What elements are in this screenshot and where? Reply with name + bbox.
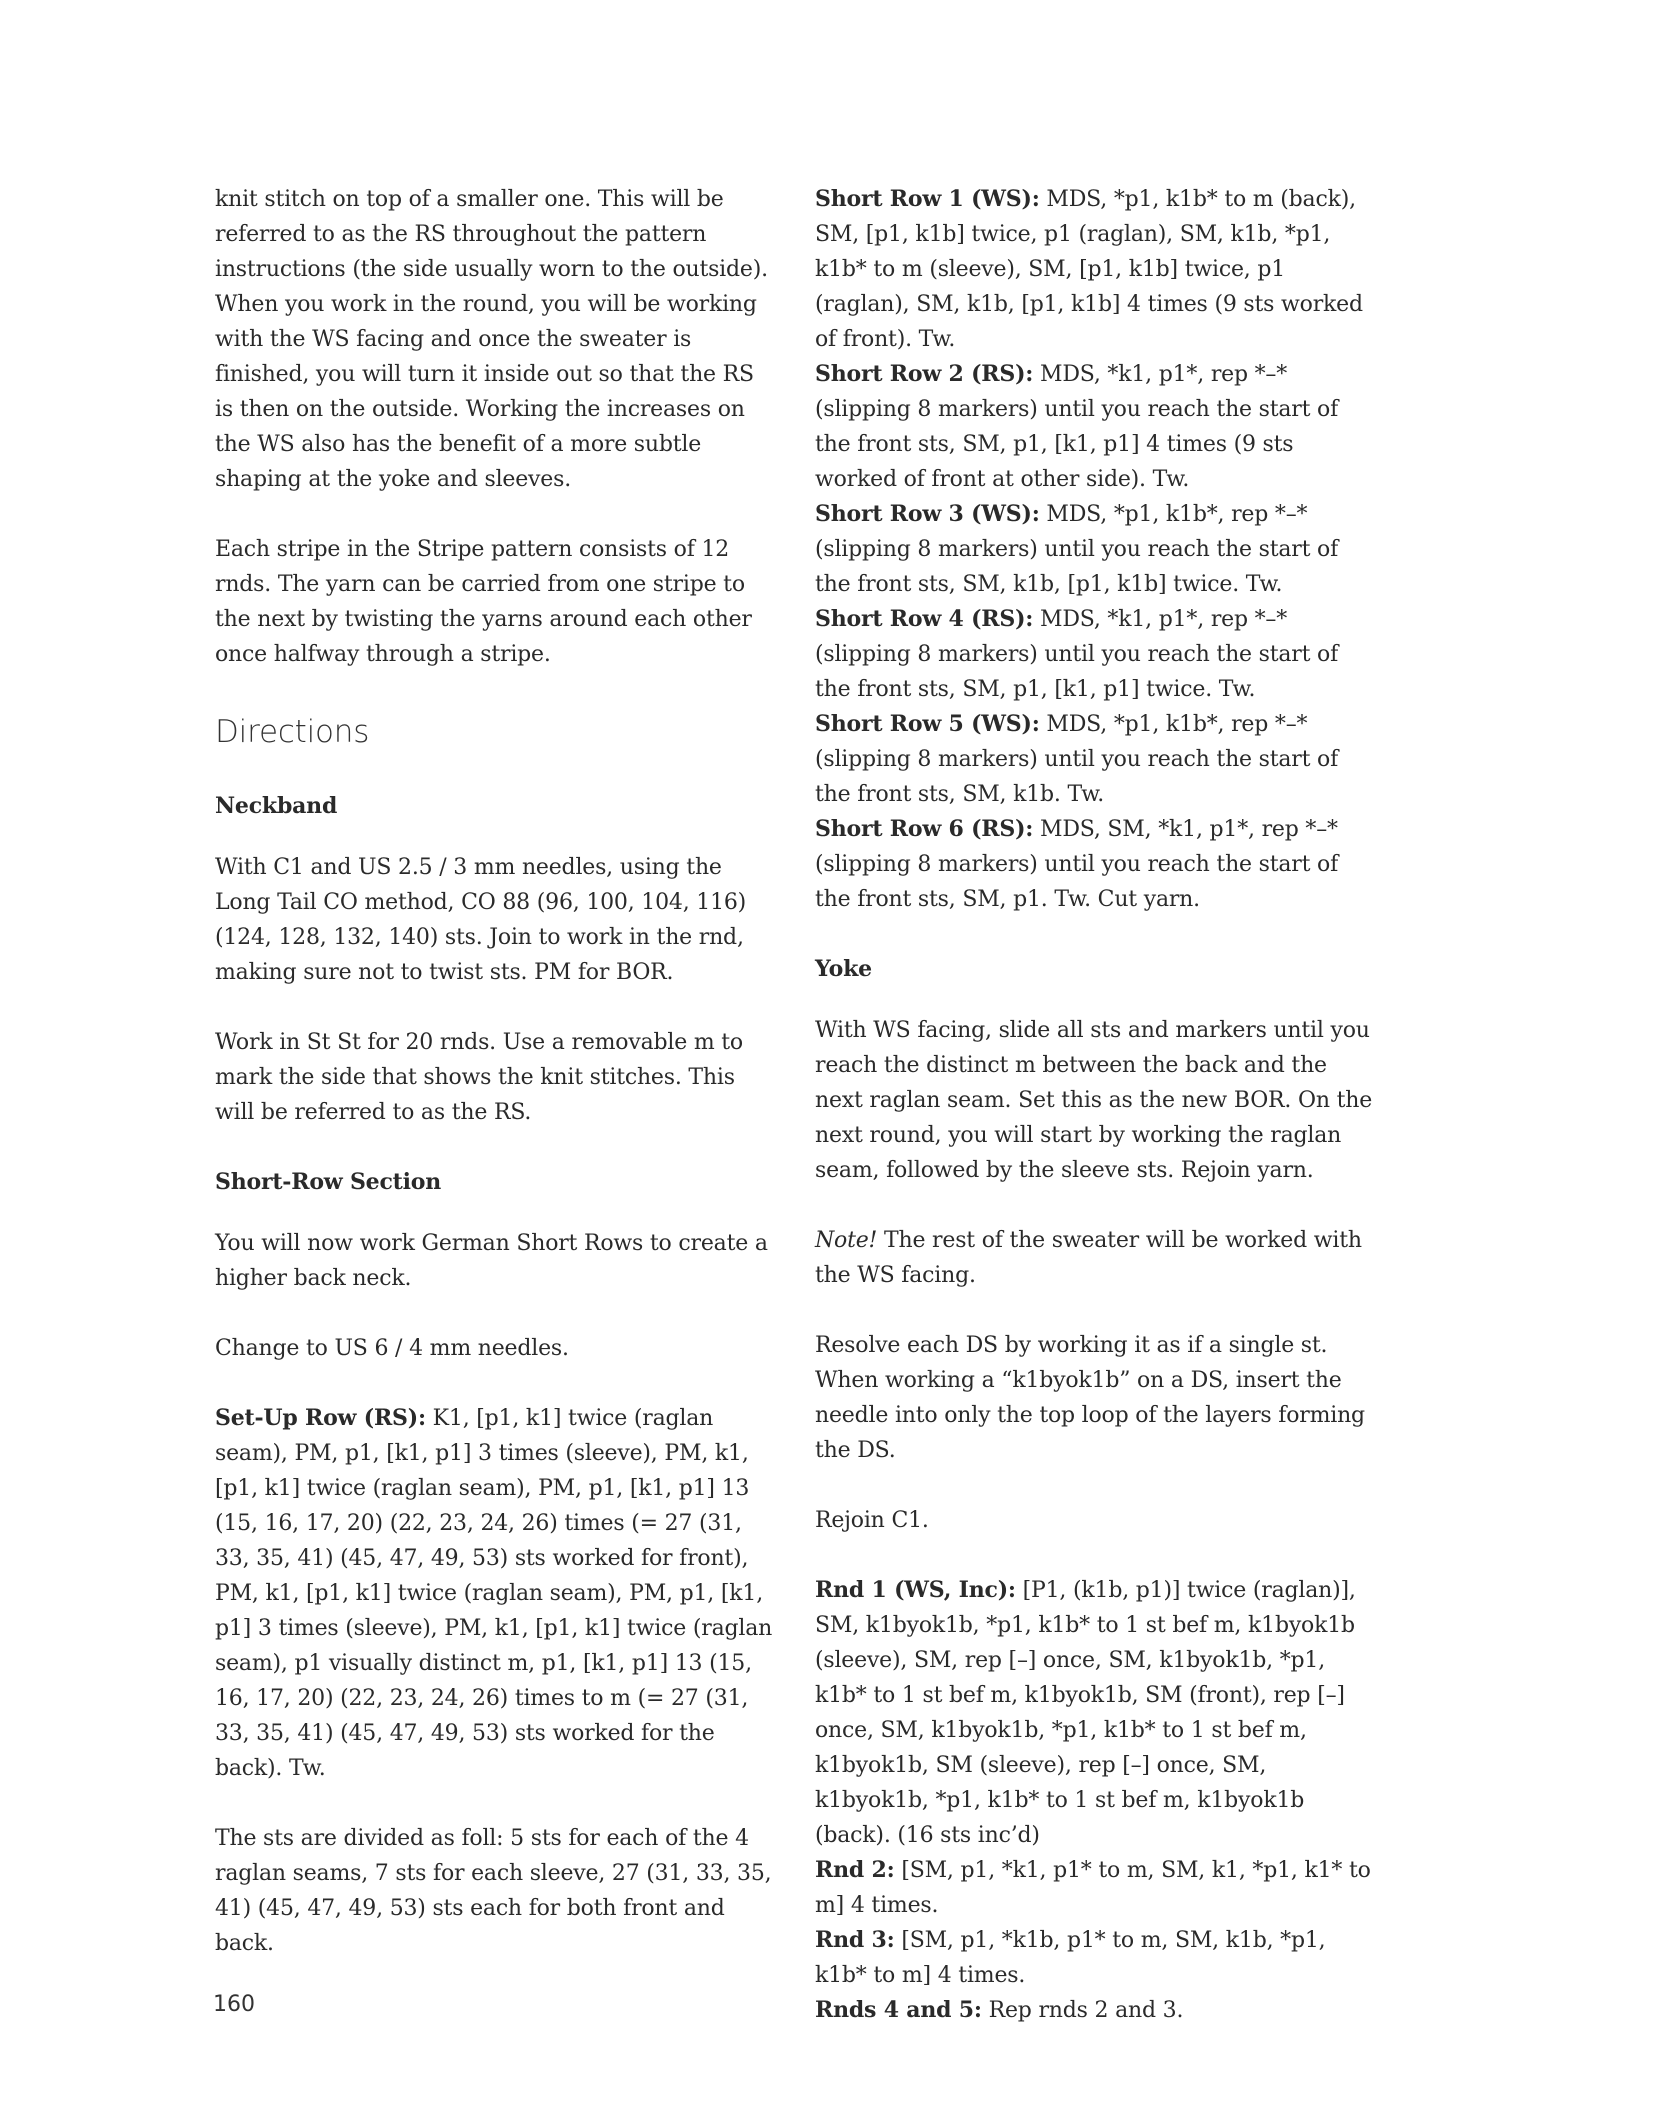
- neckband-paragraph-2: Work in St St for 20 rnds. Use a removable m to mark the side that shows the knit stitches. This will be referred to as the RS.: [215, 1030, 743, 1125]
- yoke-paragraph: With WS facing, slide all sts and markers until you reach the distinct m between the back and the next raglan seam. Set this as the new BOR. On the next round, you will start by working the raglan seam, followed by the sleeve sts. Rejoin yarn.: [815, 1018, 1373, 1183]
- stitch-division-paragraph: The sts are divided as foll: 5 sts for each of the 4 raglan seams, 7 sts for each sleeve, 27 (31, 33, 35, 41) (45, 47, 49, 53) sts each for both front and back.: [215, 1826, 772, 1956]
- round-label: Rnd 3:: [815, 1927, 895, 1953]
- round-3: [815, 1923, 1375, 1993]
- short-row-5: [815, 707, 1375, 812]
- short-row-4: [815, 602, 1375, 707]
- neckband-heading: Neckband: [215, 793, 338, 819]
- setup-row-text: K1, [p1, k1] twice (raglan seam), PM, p1, [k1, p1] 3 times (sleeve), PM, k1, [p1, k1] twice (raglan seam), PM, p1, [k1, p1] 13 (15, 16, 17, 20) (22, 23, 24, 26) times (= 27 (31, 33, 35, 41) (45, 47, 49, 53) sts worked for front), PM, k1, [p1, k1] twice (raglan seam), PM, p1, [k1, p1] 3 times (sleeve), PM, k1, [p1, k1] twice (raglan seam), p1 visually distinct m, p1, [k1, p1] 13 (15, 16, 17, 20) (22, 23, 24, 26) times to m (= 27 (31, 33, 35, 41) (45, 47, 49, 53) sts worked for the back). Tw.: [215, 1406, 773, 1781]
- setup-row-label: Set-Up Row (RS):: [215, 1405, 426, 1431]
- stripe-paragraph: Each stripe in the Stripe pattern consists of 12 rnds. The yarn can be carried from one stripe to the next by twisting the yarns around each other once halfway through a stripe.: [215, 537, 752, 667]
- yoke-heading: Yoke: [815, 956, 872, 982]
- intro-paragraph: knit stitch on top of a smaller one. This will be referred to as the RS throughout the pattern instructions (the side usually worn to the outside). When you work in the round, you will be working with the WS facing and once the sweater is finished, you will turn it inside out so that the RS is then on the outside. Working the increases on the WS also has the benefit of a more subtle shaping at the yoke and sleeves.: [215, 187, 768, 492]
- note-text: The rest of the sweater will be worked with the WS facing.: [815, 1228, 1362, 1288]
- round-label: Rnds 4 and 5:: [815, 1997, 982, 2023]
- left-column: [215, 182, 775, 1996]
- rejoin-paragraph: Rejoin C1.: [815, 1508, 929, 1533]
- short-row-1: [815, 182, 1375, 357]
- short-row-label: Short Row 5 (WS):: [815, 711, 1040, 737]
- round-text: [SM, p1, *k1b, p1* to m, SM, k1b, *p1, k1b* to m] 4 times.: [815, 1928, 1326, 1988]
- short-row-text: MDS, *k1, p1*, rep *–* (slipping 8 markers) until you reach the start of the front sts, SM, p1, [k1, p1] 4 times (9 sts worked of front at other side). Tw.: [815, 362, 1339, 492]
- setup-row-paragraph: [215, 1401, 775, 1786]
- short-row-text: MDS, *p1, k1b*, rep *–* (slipping 8 markers) until you reach the start of the front sts, SM, k1b. Tw.: [815, 712, 1339, 807]
- short-row-label: Short Row 1 (WS):: [815, 186, 1040, 212]
- short-row-label: Short Row 2 (RS):: [815, 361, 1034, 387]
- short-row-label: Short Row 4 (RS):: [815, 606, 1034, 632]
- short-row-3: [815, 497, 1375, 602]
- resolve-ds-paragraph: Resolve each DS by working it as if a single st. When working a “k1byok1b” on a DS, insert the needle into only the top loop of the layers forming the DS.: [815, 1333, 1365, 1463]
- short-row-text: MDS, SM, *k1, p1*, rep *–* (slipping 8 markers) until you reach the start of the front sts, SM, p1. Tw. Cut yarn.: [815, 817, 1339, 912]
- short-row-2: [815, 357, 1375, 497]
- round-label: Rnd 2:: [815, 1857, 895, 1883]
- short-row-text: MDS, *p1, k1b*, rep *–* (slipping 8 markers) until you reach the start of the front sts, SM, k1b, [p1, k1b] twice. Tw.: [815, 502, 1339, 597]
- round-text: [SM, p1, *k1, p1* to m, SM, k1, *p1, k1* to m] 4 times.: [815, 1858, 1371, 1918]
- short-row-text: MDS, *k1, p1*, rep *–* (slipping 8 markers) until you reach the start of the front sts, SM, p1, [k1, p1] twice. Tw.: [815, 607, 1339, 702]
- spacer: [815, 917, 1375, 952]
- short-row-paragraph-2: Change to US 6 / 4 mm needles.: [215, 1336, 569, 1361]
- directions-heading: Directions: [215, 714, 370, 750]
- round-1: [815, 1573, 1375, 1853]
- short-row-paragraph-1: You will now work German Short Rows to create a higher back neck.: [215, 1231, 768, 1291]
- right-column: [815, 182, 1375, 2028]
- short-row-6: [815, 812, 1375, 917]
- round-4-5: [815, 1993, 1375, 2028]
- round-label: Rnd 1 (WS, Inc):: [815, 1577, 1016, 1603]
- short-row-label: Short Row 6 (RS):: [815, 816, 1034, 842]
- note-paragraph: [815, 1223, 1375, 1293]
- neckband-paragraph-1: With C1 and US 2.5 / 3 mm needles, using the Long Tail CO method, CO 88 (96, 100, 104, 116) (124, 128, 132, 140) sts. Join to work in the rnd, making sure not to twist sts. PM for BOR.: [215, 855, 747, 985]
- short-row-section-heading: Short-Row Section: [215, 1169, 442, 1195]
- round-text: [P1, (k1b, p1)] twice (raglan)], SM, k1byok1b, *p1, k1b* to 1 st bef m, k1byok1b (sleeve), SM, rep [–] once, SM, k1byok1b, *p1, k1b* to 1 st bef m, k1byok1b, SM (front), rep [–] once, SM, k1byok1b, *p1, k1b* to 1 st bef m, k1byok1b, SM (sleeve), rep [–] once, SM, k1byok1b, *p1, k1b* to 1 st bef m, k1byok1b (back). (16 sts inc’d): [815, 1578, 1356, 1848]
- short-row-text: MDS, *p1, k1b* to m (back), SM, [p1, k1b] twice, p1 (raglan), SM, k1b, *p1, k1b* to m (sleeve), SM, [p1, k1b] twice, p1 (raglan), SM, k1b, [p1, k1b] 4 times (9 sts worked of front). Tw.: [815, 187, 1363, 352]
- short-row-label: Short Row 3 (WS):: [815, 501, 1040, 527]
- note-label: Note!: [815, 1228, 878, 1253]
- round-text: Rep rnds 2 and 3.: [981, 1998, 1184, 2023]
- page-number: 160: [213, 1992, 255, 2017]
- round-2: [815, 1853, 1375, 1923]
